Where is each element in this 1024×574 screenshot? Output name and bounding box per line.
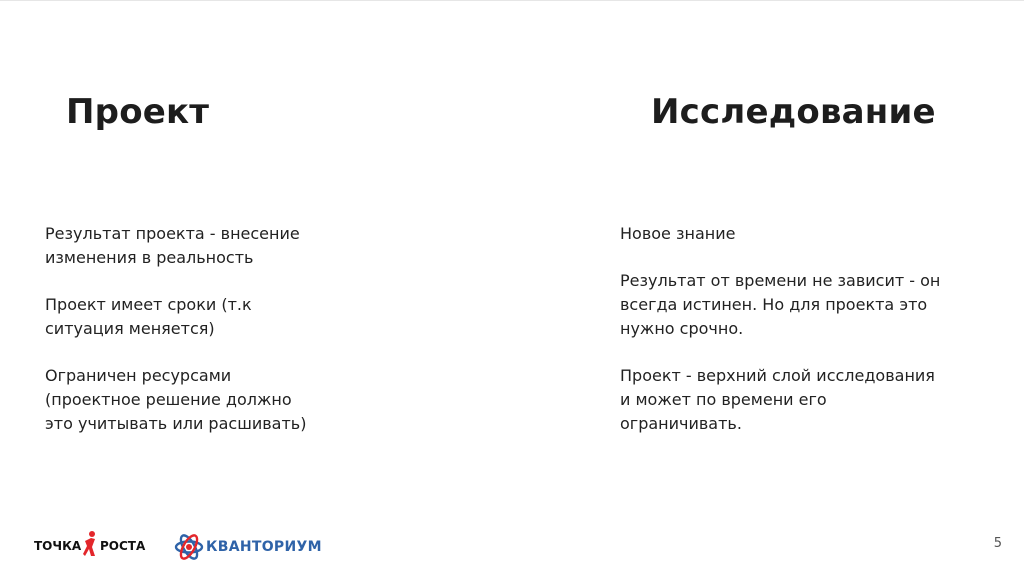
red-figure-icon: [82, 530, 98, 558]
kvantorium-logo: [174, 528, 354, 568]
project-paragraph-deadlines: Проект имеет сроки (т.к ситуация меняется): [45, 295, 252, 338]
rosta-text: РОСТА: [100, 539, 146, 553]
research-paragraph-layer: Проект - верхний слой исследования и может по времени его ограничивать.: [620, 366, 935, 433]
kvantorium-text: КВАНТОРИУМ: [206, 539, 322, 555]
project-paragraph-resources: Ограничен ресурсами (проектное решение должно это учитывать или расшивать): [45, 366, 307, 433]
page-number: 5: [993, 536, 1002, 551]
project-paragraph-result: Результат проекта - внесение изменения в реальность: [45, 224, 300, 267]
project-column: [45, 222, 425, 459]
heading-project: Проект: [66, 92, 210, 132]
atom-icon: [174, 532, 204, 562]
tochka-text: ТОЧКА: [34, 539, 82, 553]
tochka-rosta-logo: [34, 530, 154, 570]
footer-logos: [34, 524, 354, 568]
research-paragraph-knowledge: Новое знание: [620, 224, 736, 243]
research-column: [620, 222, 1000, 459]
top-divider: [0, 0, 1024, 1]
heading-research: Исследование: [651, 92, 936, 132]
research-paragraph-truth: Результат от времени не зависит - он всегда истинен. Но для проекта это нужно срочно.: [620, 271, 941, 338]
